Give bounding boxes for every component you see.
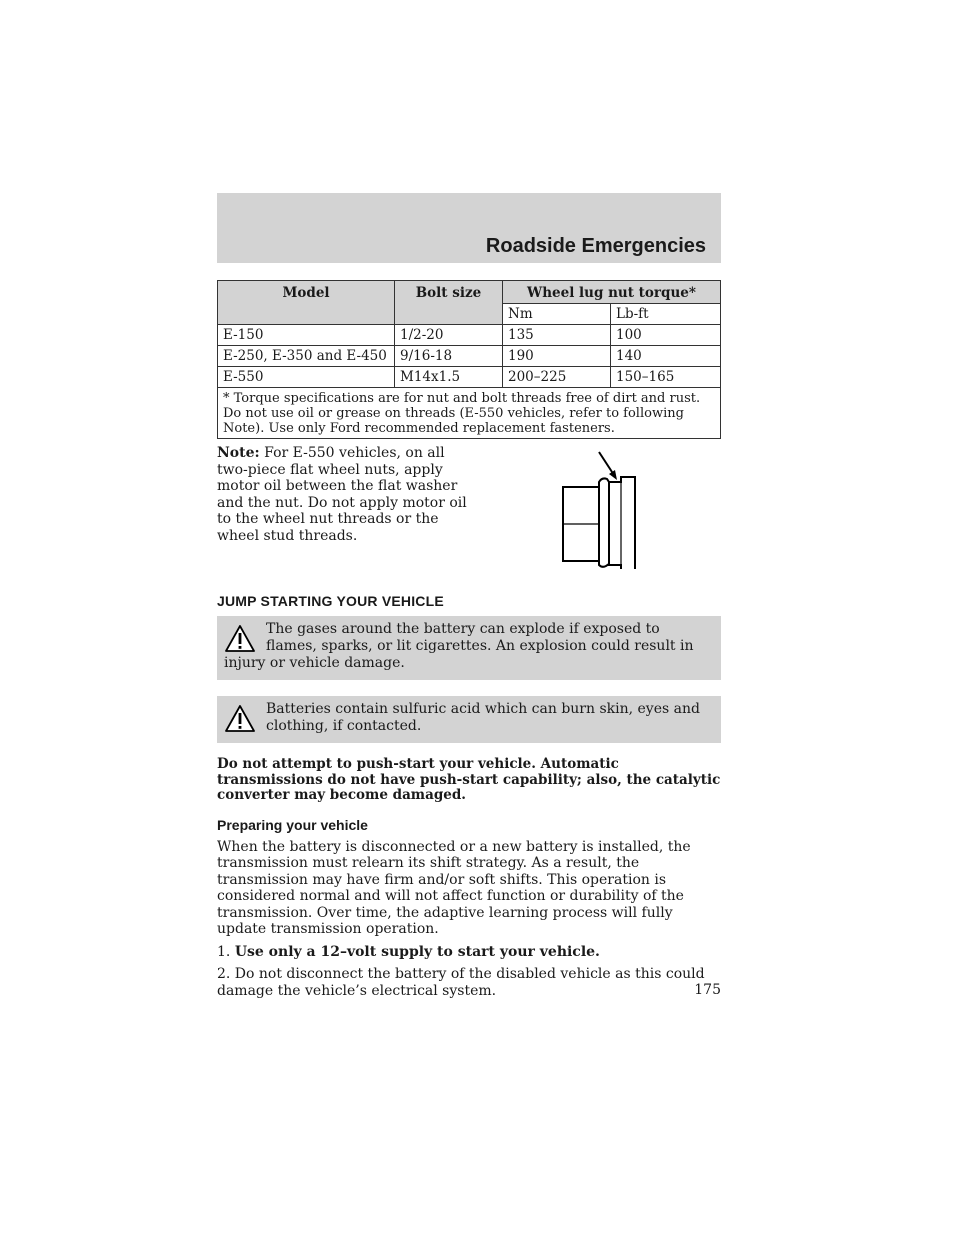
flat-washer [599,478,609,566]
note-text: For E-550 vehicles, on all two-piece flat wheel nuts, apply motor oil between the flat washer and the nut. Do not apply motor oil to the wheel nut threads or the wheel stud threads. [217,445,467,544]
cell-lbft: 150–165 [611,367,721,388]
torque-table [217,280,721,439]
note-section [217,445,721,585]
header-band [217,193,721,263]
note-label: Note: [217,445,260,461]
warning-box [217,616,721,680]
cell-lbft: 140 [611,346,721,367]
warning-box [217,696,721,743]
step-2: 2. Do not disconnect the battery of the disabled vehicle as this could damage the vehicle’s electrical system. [217,966,705,999]
cell-nm: 200–225 [503,367,611,388]
nut-flange [609,477,635,569]
arrow-line [599,452,614,475]
warning-text: The gases around the battery can explode if exposed to flames, sparks, or lit cigarettes. An explosion could result in injury or vehicle damage. [224,621,694,671]
col-header-model: Model [218,281,395,325]
step-1-number: 1. [217,943,235,960]
table-row [218,367,721,388]
cell-lbft: 100 [611,325,721,346]
page-title: Roadside Emergencies [485,235,706,257]
cell-nm: 135 [503,325,611,346]
page [217,193,721,999]
cell-bolt: M14x1.5 [395,367,503,388]
cell-nm: 190 [503,346,611,367]
note-paragraph [217,445,467,544]
table-footnote-row [218,388,721,439]
col-header-bolt-size: Bolt size [395,281,503,325]
col-header-nm: Nm [503,304,611,325]
push-start-warning: Do not attempt to push-start your vehicle. Automatic transmissions do not have push-start capability; also, the catalytic converter may become damaged. [217,756,721,803]
warning-icon [224,624,256,654]
arrow-head [609,470,617,480]
preparing-paragraph: When the battery is disconnected or a new battery is installed, the transmission must relearn its shift strategy. As a result, the transmission may have firm and/or soft shifts. This operation is considered normal and will not affect function or durability of the transmission. Over time, the adaptive learning process will fully update transmission operation. [217,838,691,937]
warning-text: Batteries contain sulfuric acid which can burn skin, eyes and clothing, if contacted. [266,701,700,734]
cell-model: E-150 [218,325,395,346]
section-heading-jump-start: JUMP STARTING YOUR VEHICLE [217,593,444,609]
table-row [218,346,721,367]
step-1 [217,944,721,961]
wheel-nut-diagram [562,449,640,569]
table-footnote: * Torque specifications are for nut and bolt threads free of dirt and rust. Do not use oil or grease on threads (E-550 vehicles, refer to following Note). Use only Ford recommended replacement fasteners. [218,388,721,439]
col-header-torque: Wheel lug nut torque* [503,281,721,304]
table-row [218,325,721,346]
cell-bolt: 1/2-20 [395,325,503,346]
sub-heading-preparing: Preparing your vehicle [217,816,368,833]
page-number: 175 [694,982,721,998]
cell-bolt: 9/16-18 [395,346,503,367]
warning-icon [224,704,256,734]
step-1-text: Use only a 12–volt supply to start your vehicle. [234,943,600,960]
cell-model: E-250, E-350 and E-450 [218,346,395,367]
cell-model: E-550 [218,367,395,388]
col-header-lbft: Lb-ft [611,304,721,325]
table-header-row [218,281,721,304]
